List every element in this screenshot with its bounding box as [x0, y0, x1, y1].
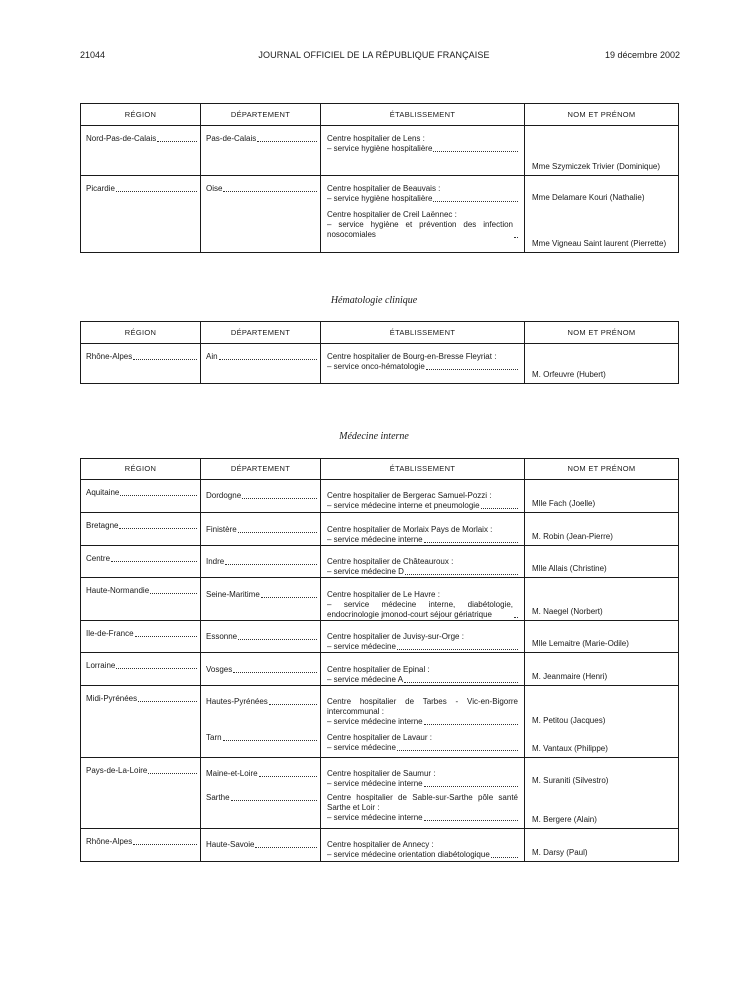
service-line — [327, 501, 518, 511]
leader-dots — [138, 701, 197, 702]
hospital-name: Centre hospitalier de Annecy : — [327, 839, 434, 849]
departement-wrap — [201, 126, 320, 144]
service-name: – service médecine orientation diabétologique — [327, 849, 490, 859]
service-name: – service médecine interne et pneumologie — [327, 501, 480, 510]
etablissement-wrap — [321, 686, 524, 727]
region-wrap — [81, 513, 200, 531]
departement-cell — [201, 513, 321, 546]
region-name-text: Haute-Normandie — [86, 586, 150, 595]
hospital-name: Centre hospitalier de Lavaur : — [327, 732, 432, 742]
etablissement-cell — [321, 513, 525, 546]
service-line — [327, 850, 518, 860]
departement-name-text: Maine-et-Loire — [206, 769, 258, 778]
nom-cell — [525, 546, 679, 578]
departement-name — [206, 134, 317, 144]
person-name: Mme Delamare Kouri (Nathalie) — [532, 192, 645, 202]
hospital-name: Centre hospitalier de Châteauroux : — [327, 557, 454, 566]
person-name: M. Robin (Jean-Pierre) — [532, 532, 613, 541]
etablissement-cell — [321, 828, 525, 861]
service-name: – service médecine D — [327, 567, 404, 576]
hospital-name: Centre hospitalier de Epinal : — [327, 665, 430, 674]
leader-dots — [426, 369, 518, 370]
leader-dots — [238, 532, 317, 533]
service-line — [327, 600, 518, 620]
departement-wrap — [201, 546, 320, 567]
leader-dots — [514, 237, 518, 238]
column-header-etablissement: ÉTABLISSEMENT — [321, 104, 525, 126]
hospital-name: Centre hospitalier de Beauvais : — [327, 184, 441, 193]
leader-dots — [116, 668, 197, 669]
departement-cell — [201, 206, 321, 253]
departement-wrap — [201, 729, 320, 743]
person-name: M. Orfeuvre (Hubert) — [532, 370, 606, 379]
hospital-name: Centre hospitalier de Sable-sur-Sarthe pôle santé Sarthe et Loir : — [327, 793, 518, 812]
departement-name — [206, 491, 317, 501]
region-name — [86, 352, 197, 362]
person-name: M. Bergere (Alain) — [532, 814, 597, 824]
region-cell — [81, 546, 201, 578]
table-row — [81, 513, 679, 546]
region-name — [86, 521, 197, 531]
departement-cell — [201, 126, 321, 176]
etablissement-cell — [321, 789, 525, 828]
departement-name-text: Ain — [206, 352, 218, 361]
departement-cell — [201, 686, 321, 729]
person-name: Mme Vigneau Saint laurent (Pierrette) — [532, 239, 667, 248]
etablissement-wrap — [321, 653, 524, 685]
nom-cell — [525, 758, 679, 790]
departement-name — [206, 352, 317, 362]
leader-dots — [119, 528, 197, 529]
hospital-name: Centre hospitalier de Morlaix Pays de Morlaix : — [327, 525, 493, 534]
nom-cell — [525, 344, 679, 384]
service-name: – service hygiène hospitalière — [327, 144, 433, 153]
departement-wrap — [201, 480, 320, 501]
region-name — [86, 488, 197, 498]
table-row — [81, 686, 679, 729]
person-name: Mlle Allais (Christine) — [532, 564, 607, 573]
service-line — [327, 220, 518, 240]
region-name — [86, 837, 197, 847]
region-name-text: Rhône-Alpes — [86, 836, 133, 846]
departement-name-text: Dordogne — [206, 491, 242, 500]
service-line — [327, 194, 518, 204]
etablissement-cell — [321, 578, 525, 621]
nom-cell — [525, 578, 679, 621]
etablissement-cell — [321, 206, 525, 253]
table-row — [81, 480, 679, 513]
region-name-text: Pays-de-La-Loire — [86, 766, 148, 775]
departement-wrap — [201, 513, 320, 535]
hospital-name: Centre hospitalier de Saumur : — [327, 769, 436, 778]
column-header-nom: NOM ET PRÉNOM — [525, 104, 679, 126]
departement-name — [206, 840, 317, 850]
nom-cell — [525, 513, 679, 546]
departement-name-text: Hautes-Pyrénées — [206, 697, 268, 706]
leader-dots — [397, 649, 518, 650]
column-header-region: RÉGION — [81, 459, 201, 480]
leader-dots — [116, 191, 197, 192]
table-row — [81, 344, 679, 384]
nom-cell — [525, 480, 679, 513]
table-row — [81, 578, 679, 621]
region-cell — [81, 513, 201, 546]
hospital-name: Centre hospitalier de Lens : — [327, 134, 425, 143]
hospital-name: Centre hospitalier de Le Havre : — [327, 590, 440, 599]
leader-dots — [223, 740, 317, 741]
region-wrap — [81, 176, 200, 194]
region-name-text: Lorraine — [86, 661, 116, 670]
etablissement-wrap — [321, 546, 524, 577]
departement-wrap — [201, 829, 320, 850]
region-wrap — [81, 829, 200, 847]
region-cell — [81, 176, 201, 253]
departement-name-text: Finistère — [206, 525, 237, 534]
table-row — [81, 126, 679, 176]
departement-name — [206, 769, 317, 779]
leader-dots — [481, 508, 518, 509]
hospital-name: Centre hospitalier de Bergerac Samuel-Pozzi : — [327, 491, 492, 500]
service-line — [327, 535, 518, 545]
leader-dots — [223, 191, 317, 192]
column-header-region: RÉGION — [81, 322, 201, 344]
service-line — [327, 717, 518, 727]
region-name-text: Centre — [86, 554, 111, 563]
etablissement-cell — [321, 546, 525, 578]
etablissement-wrap — [321, 578, 524, 620]
region-name — [86, 694, 197, 704]
service-name: – service médecine interne — [327, 813, 423, 822]
leader-dots — [255, 847, 317, 848]
departement-name — [206, 697, 317, 707]
etablissement-wrap — [321, 829, 524, 860]
departement-cell — [201, 653, 321, 686]
service-line — [327, 779, 518, 789]
departement-wrap — [201, 758, 320, 779]
departement-name-text: Seine-Maritime — [206, 590, 260, 599]
person-name: M. Darsy (Paul) — [532, 847, 588, 857]
leader-dots — [405, 574, 518, 575]
leader-dots — [269, 704, 317, 705]
etablissement-wrap — [321, 176, 524, 204]
departement-cell — [201, 789, 321, 828]
departement-name — [206, 525, 317, 535]
nom-cell — [525, 126, 679, 176]
leader-dots — [397, 750, 518, 751]
leader-dots — [231, 800, 317, 801]
departement-cell — [201, 828, 321, 861]
table-row — [81, 828, 679, 861]
column-header-departement: DÉPARTEMENT — [201, 322, 321, 344]
departement-cell — [201, 344, 321, 384]
hospital-name: Centre hospitalier de Juvisy-sur-Orge : — [327, 632, 464, 641]
etablissement-wrap — [321, 206, 524, 240]
appointments-table — [80, 458, 679, 862]
service-line — [327, 567, 518, 577]
departement-name-text: Tarn — [206, 732, 222, 742]
service-line — [327, 743, 518, 753]
service-line — [327, 144, 518, 154]
column-header-nom: NOM ET PRÉNOM — [525, 459, 679, 480]
leader-dots — [233, 672, 317, 673]
hospital-name: Centre hospitalier de Tarbes - Vic-en-Bigorre intercommunal : — [327, 697, 518, 716]
etablissement-wrap — [321, 729, 524, 753]
region-cell — [81, 828, 201, 861]
departement-cell — [201, 480, 321, 513]
column-header-region: RÉGION — [81, 104, 201, 126]
departement-name-text: Indre — [206, 557, 225, 566]
leader-dots — [433, 201, 518, 202]
region-wrap — [81, 546, 200, 564]
person-name: M. Vantaux (Philippe) — [532, 744, 608, 753]
region-name-text: Ile-de-France — [86, 629, 134, 638]
region-name-text: Nord-Pas-de-Calais — [86, 134, 157, 143]
person-name: Mlle Lemaitre (Marie-Odile) — [532, 639, 629, 648]
region-cell — [81, 480, 201, 513]
departement-name-text: Pas-de-Calais — [206, 134, 257, 143]
page-header — [0, 50, 748, 66]
table-row — [81, 758, 679, 790]
region-cell — [81, 758, 201, 829]
leader-dots — [491, 857, 518, 858]
leader-dots — [424, 820, 518, 821]
region-cell — [81, 126, 201, 176]
departement-cell — [201, 621, 321, 653]
etablissement-wrap — [321, 126, 524, 154]
appointments-table — [80, 103, 679, 253]
region-name-text: Rhône-Alpes — [86, 352, 133, 361]
leader-dots — [261, 597, 317, 598]
departement-cell — [201, 758, 321, 790]
departement-name — [206, 632, 317, 642]
leader-dots — [120, 495, 197, 496]
departement-wrap — [201, 789, 320, 803]
leader-dots — [259, 776, 317, 777]
nom-cell — [525, 653, 679, 686]
departement-wrap — [201, 621, 320, 642]
page-number: 21044 — [80, 50, 106, 60]
service-line — [327, 813, 518, 823]
nom-cell — [525, 621, 679, 653]
departement-cell — [201, 176, 321, 206]
nom-cell — [525, 729, 679, 758]
departement-wrap — [201, 653, 320, 675]
region-cell — [81, 686, 201, 758]
region-name — [86, 629, 197, 639]
region-wrap — [81, 758, 200, 776]
column-header-departement: DÉPARTEMENT — [201, 104, 321, 126]
leader-dots — [424, 542, 518, 543]
section-title: Médecine interne — [339, 431, 409, 442]
departement-cell — [201, 546, 321, 578]
leader-dots — [404, 682, 518, 683]
column-header-etablissement: ÉTABLISSEMENT — [321, 459, 525, 480]
column-header-nom: NOM ET PRÉNOM — [525, 322, 679, 344]
person-name: Mlle Fach (Joelle) — [532, 499, 596, 508]
nom-cell — [525, 206, 679, 253]
departement-name-text: Sarthe — [206, 793, 230, 802]
person-name: M. Suraniti (Silvestro) — [532, 776, 609, 785]
etablissement-cell — [321, 176, 525, 206]
service-name: – service médecine interne — [327, 779, 423, 788]
etablissement-cell — [321, 621, 525, 653]
issue-date: 19 décembre 2002 — [604, 50, 680, 60]
header-row — [81, 459, 679, 480]
departement-wrap — [201, 176, 320, 194]
service-name: – service médecine — [327, 742, 396, 752]
table-row — [81, 621, 679, 653]
section-title: Hématologie clinique — [330, 295, 418, 306]
appointments-table — [80, 321, 679, 384]
region-name — [86, 184, 197, 194]
service-line — [327, 642, 518, 652]
person-name: M. Petitou (Jacques) — [532, 715, 606, 725]
column-header-etablissement: ÉTABLISSEMENT — [321, 322, 525, 344]
leader-dots — [433, 151, 518, 152]
etablissement-wrap — [321, 789, 524, 823]
region-wrap — [81, 480, 200, 498]
region-name-text: Bretagne — [86, 521, 119, 530]
region-name — [86, 661, 197, 671]
region-cell — [81, 578, 201, 621]
etablissement-cell — [321, 344, 525, 384]
region-cell — [81, 653, 201, 686]
departement-name — [206, 793, 317, 803]
region-cell — [81, 621, 201, 653]
table-row — [81, 546, 679, 578]
nom-cell — [525, 176, 679, 206]
table-row — [81, 176, 679, 206]
service-name: – service onco-hématologie — [327, 362, 425, 371]
hospital-name: Centre hospitalier de Creil Laënnec : — [327, 209, 457, 219]
departement-name-text: Vosges — [206, 665, 233, 674]
leader-dots — [219, 359, 317, 360]
departement-name — [206, 184, 317, 194]
leader-dots — [133, 844, 197, 845]
region-name-text: Picardie — [86, 184, 115, 193]
departement-name — [206, 557, 317, 567]
etablissement-wrap — [321, 480, 524, 511]
service-name: – service hygiène hospitalière — [327, 194, 433, 203]
service-name: – service médecine interne, diabétologie, endocrinologie jmonod-court séjour gériatrique — [327, 600, 513, 619]
departement-name-text: Oise — [206, 184, 223, 193]
departement-name — [206, 733, 317, 743]
service-name: – service médecine A — [327, 675, 404, 684]
region-wrap — [81, 653, 200, 671]
service-line — [327, 362, 518, 372]
service-line — [327, 675, 518, 685]
leader-dots — [133, 359, 197, 360]
region-name-text: Midi-Pyrénées — [86, 694, 138, 703]
region-name — [86, 766, 197, 776]
region-wrap — [81, 686, 200, 704]
leader-dots — [424, 786, 518, 787]
departement-wrap — [201, 686, 320, 707]
service-name: – service hygiène et prévention des infection nosocomiales — [327, 219, 513, 239]
region-name-text: Aquitaine — [86, 488, 120, 497]
etablissement-wrap — [321, 513, 524, 545]
etablissement-wrap — [321, 621, 524, 652]
leader-dots — [148, 773, 197, 774]
column-header-departement: DÉPARTEMENT — [201, 459, 321, 480]
nom-cell — [525, 828, 679, 861]
etablissement-cell — [321, 729, 525, 758]
service-name: – service médecine — [327, 642, 396, 651]
leader-dots — [238, 639, 317, 640]
nom-cell — [525, 686, 679, 729]
nom-cell — [525, 789, 679, 828]
region-name — [86, 134, 197, 144]
region-name — [86, 586, 197, 596]
leader-dots — [150, 593, 197, 594]
hospital-name: Centre hospitalier de Bourg-en-Bresse Fleyriat : — [327, 352, 497, 361]
service-name: – service médecine interne — [327, 535, 423, 544]
region-wrap — [81, 578, 200, 596]
departement-wrap — [201, 206, 320, 210]
etablissement-cell — [321, 758, 525, 790]
etablissement-cell — [321, 686, 525, 729]
person-name: Mme Szymiczek Trivier (Dominique) — [532, 162, 661, 171]
region-cell — [81, 344, 201, 384]
leader-dots — [225, 564, 317, 565]
region-name — [86, 554, 197, 564]
leader-dots — [111, 561, 197, 562]
departement-name-text: Essonne — [206, 632, 238, 641]
region-wrap — [81, 126, 200, 144]
leader-dots — [424, 724, 518, 725]
region-wrap — [81, 344, 200, 362]
leader-dots — [514, 617, 518, 618]
person-name: M. Jeanmaire (Henri) — [532, 672, 608, 681]
person-name: M. Naegel (Norbert) — [532, 607, 603, 616]
header-row — [81, 322, 679, 344]
departement-wrap — [201, 578, 320, 600]
etablissement-wrap — [321, 758, 524, 789]
departement-name-text: Haute-Savoie — [206, 839, 255, 849]
header-row — [81, 104, 679, 126]
etablissement-wrap — [321, 344, 524, 372]
leader-dots — [135, 636, 197, 637]
service-name: – service médecine interne — [327, 717, 423, 726]
etablissement-cell — [321, 653, 525, 686]
departement-wrap — [201, 344, 320, 362]
leader-dots — [242, 498, 317, 499]
departement-cell — [201, 578, 321, 621]
etablissement-cell — [321, 126, 525, 176]
departement-name — [206, 590, 317, 600]
table-row — [81, 653, 679, 686]
journal-title: JOURNAL OFFICIEL DE LA RÉPUBLIQUE FRANÇAISE — [258, 50, 490, 60]
leader-dots — [157, 141, 197, 142]
leader-dots — [257, 141, 317, 142]
etablissement-cell — [321, 480, 525, 513]
departement-cell — [201, 729, 321, 758]
region-wrap — [81, 621, 200, 639]
departement-name — [206, 665, 317, 675]
